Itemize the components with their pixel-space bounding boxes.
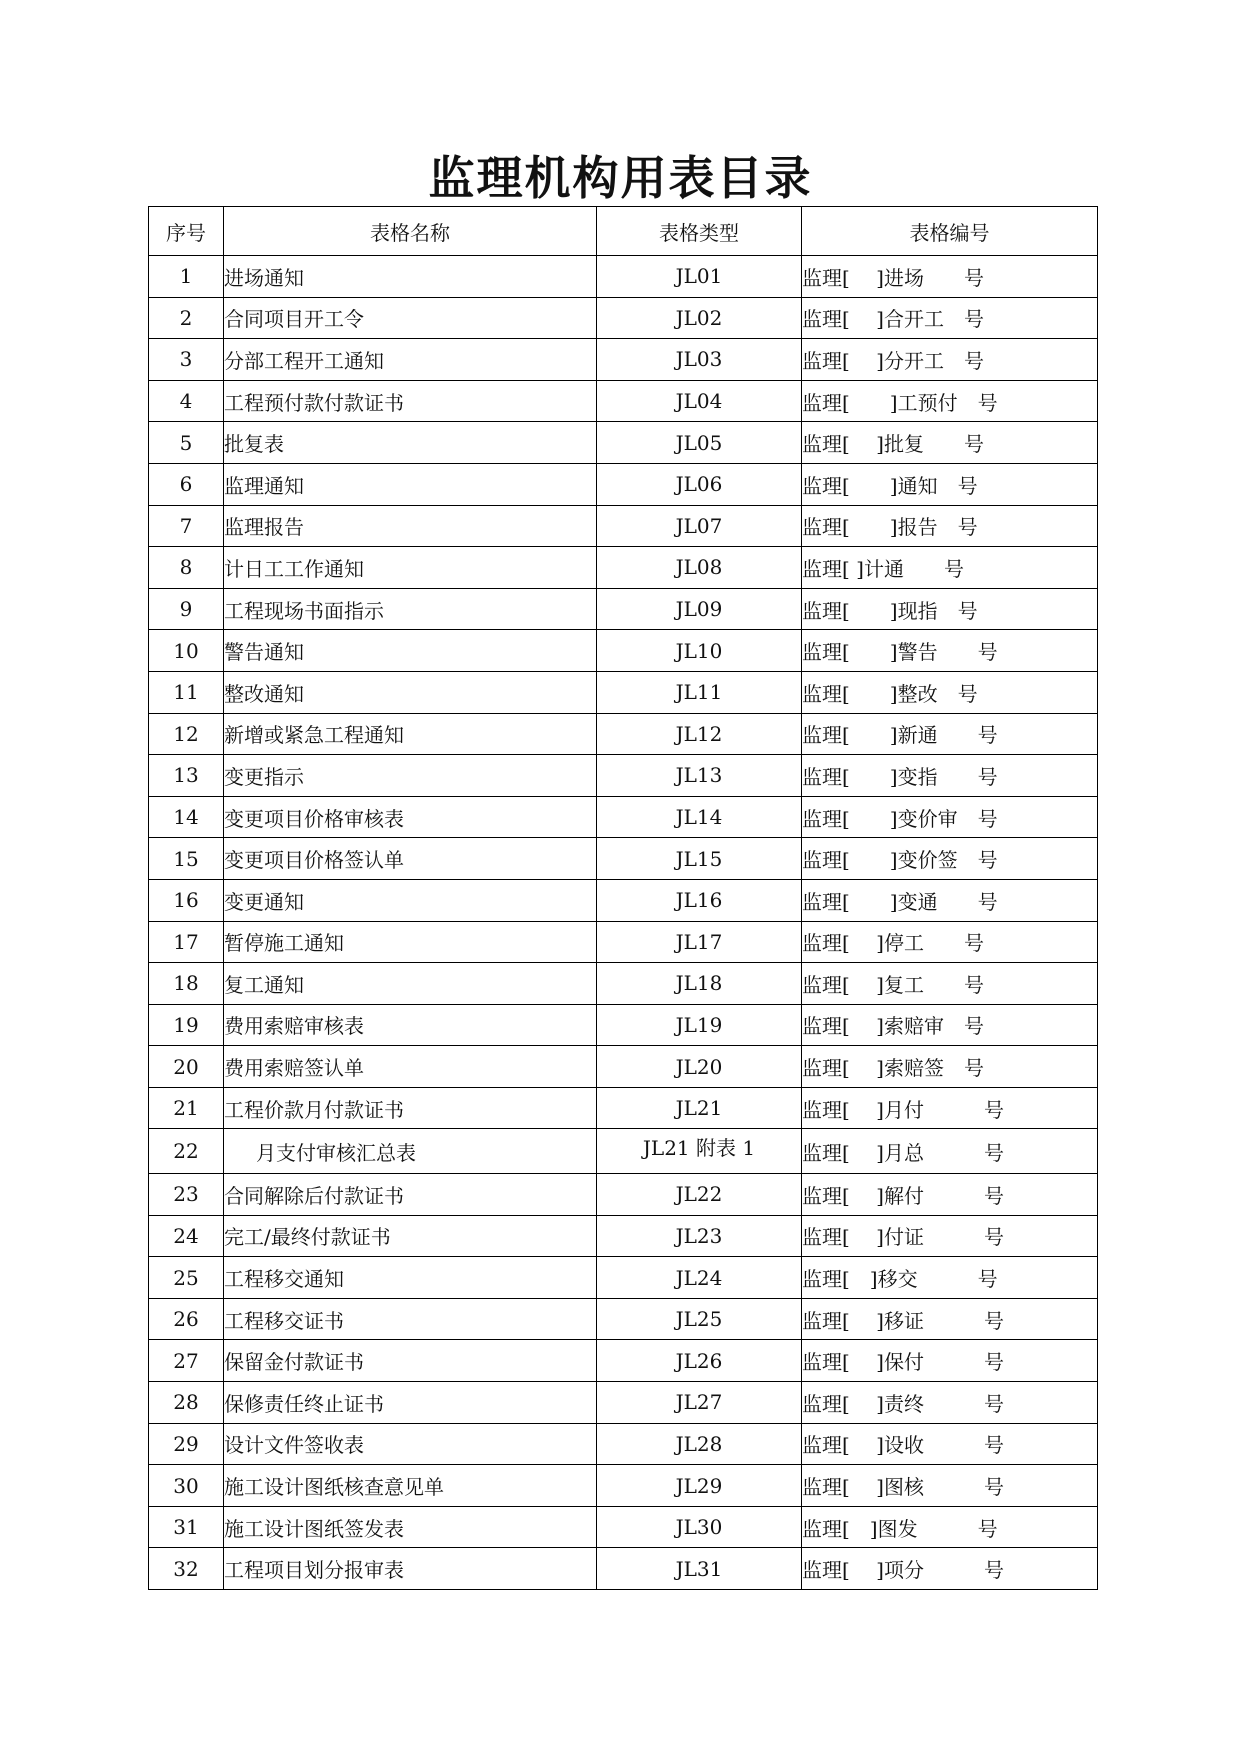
table-row [149,921,1098,963]
row-number: 30 [149,1465,224,1507]
row-number: 7 [149,505,224,547]
form-code: 监理[ ]现指 号 [802,588,1098,630]
form-name: 费用索赔审核表 [224,1004,597,1046]
form-code: 监理[ ]通知 号 [802,463,1098,505]
row-number: 32 [149,1548,224,1590]
form-type: JL30 [597,1506,802,1548]
form-type: JL18 [597,963,802,1005]
row-number: 8 [149,547,224,589]
form-name: 施工设计图纸签发表 [224,1506,597,1548]
row-number: 27 [149,1340,224,1382]
form-type: JL20 [597,1046,802,1088]
table-row [149,1174,1098,1216]
form-code: 监理[ ]变价审 号 [802,796,1098,838]
form-name: 月支付审核汇总表 [224,1129,597,1174]
row-number: 15 [149,838,224,880]
header-no: 序号 [149,207,224,256]
form-type: JL13 [597,755,802,797]
table-row [149,1382,1098,1424]
header-name: 表格名称 [224,207,597,256]
form-name: 保留金付款证书 [224,1340,597,1382]
form-code: 监理[ ]付证 号 [802,1215,1098,1257]
form-type: JL07 [597,505,802,547]
form-type: JL26 [597,1340,802,1382]
form-type: JL03 [597,339,802,381]
row-number: 23 [149,1174,224,1216]
table-header-row [149,207,1098,256]
form-type: JL01 [597,256,802,298]
table-row [149,588,1098,630]
form-name: 分部工程开工通知 [224,339,597,381]
form-code: 监理[ ]月付 号 [802,1087,1098,1129]
form-type: JL14 [597,796,802,838]
row-number: 13 [149,755,224,797]
table-row [149,380,1098,422]
table-row [149,755,1098,797]
form-name: 变更项目价格签认单 [224,838,597,880]
row-number: 28 [149,1382,224,1424]
row-number: 25 [149,1257,224,1299]
table-row [149,1129,1098,1174]
row-number: 9 [149,588,224,630]
form-type: JL24 [597,1257,802,1299]
table-row [149,879,1098,921]
form-name: 暂停施工通知 [224,921,597,963]
form-name: 工程价款月付款证书 [224,1087,597,1129]
form-code: 监理[ ]图核 号 [802,1465,1098,1507]
row-number: 18 [149,963,224,1005]
table-row [149,630,1098,672]
form-code: 监理[ ]复工 号 [802,963,1098,1005]
form-code: 监理[ ]停工 号 [802,921,1098,963]
form-type: JL17 [597,921,802,963]
form-type: JL04 [597,380,802,422]
row-number: 20 [149,1046,224,1088]
row-number: 10 [149,630,224,672]
form-name: 费用索赔签认单 [224,1046,597,1088]
form-code: 监理[ ]合开工 号 [802,297,1098,339]
form-code: 监理[ ]进场 号 [802,256,1098,298]
form-name: 保修责任终止证书 [224,1382,597,1424]
row-number: 16 [149,879,224,921]
form-type: JL16 [597,879,802,921]
form-type: JL31 [597,1548,802,1590]
form-code: 监理[ ]项分 号 [802,1548,1098,1590]
table-row [149,1423,1098,1465]
forms-catalog-table [148,206,1098,1590]
form-name: 批复表 [224,422,597,464]
row-number: 6 [149,463,224,505]
form-name: 设计文件签收表 [224,1423,597,1465]
form-name: 变更指示 [224,755,597,797]
form-name: 工程移交通知 [224,1257,597,1299]
form-type: JL02 [597,297,802,339]
form-type: JL22 [597,1174,802,1216]
row-number: 26 [149,1298,224,1340]
row-number: 31 [149,1506,224,1548]
form-code: 监理[ ]月总 号 [802,1129,1098,1174]
form-name: 复工通知 [224,963,597,1005]
form-code: 监理[ ]解付 号 [802,1174,1098,1216]
form-code: 监理[ ]批复 号 [802,422,1098,464]
page-title: 监理机构用表目录 [428,151,813,205]
form-code: 监理[ ]变指 号 [802,755,1098,797]
table-row [149,297,1098,339]
form-type: JL19 [597,1004,802,1046]
form-code: 监理[ ]责终 号 [802,1382,1098,1424]
table-row [149,1215,1098,1257]
form-type: JL12 [597,713,802,755]
form-code: 监理[ ]分开工 号 [802,339,1098,381]
form-name: 监理通知 [224,463,597,505]
table-row [149,505,1098,547]
form-code: 监理[ ]新通 号 [802,713,1098,755]
row-number: 1 [149,256,224,298]
form-name: 监理报告 [224,505,597,547]
table-row [149,671,1098,713]
form-type: JL21 附表 1 [597,1129,802,1174]
form-name: 变更项目价格审核表 [224,796,597,838]
form-code: 监理[ ]变价签 号 [802,838,1098,880]
form-type: JL21 [597,1087,802,1129]
table-row [149,1087,1098,1129]
form-name: 计日工工作通知 [224,547,597,589]
row-number: 14 [149,796,224,838]
row-number: 29 [149,1423,224,1465]
table-row [149,547,1098,589]
header-type: 表格类型 [597,207,802,256]
form-code: 监理[ ]索赔审 号 [802,1004,1098,1046]
form-name: 合同项目开工令 [224,297,597,339]
table-row [149,1257,1098,1299]
form-name: 工程预付款付款证书 [224,380,597,422]
table-row [149,1046,1098,1088]
form-type: JL11 [597,671,802,713]
form-code: 监理[ ]变通 号 [802,879,1098,921]
row-number: 2 [149,297,224,339]
table-row [149,713,1098,755]
row-number: 11 [149,671,224,713]
form-type: JL06 [597,463,802,505]
form-name: 合同解除后付款证书 [224,1174,597,1216]
row-number: 22 [149,1129,224,1174]
form-name: 整改通知 [224,671,597,713]
table-row [149,1548,1098,1590]
table-row [149,1004,1098,1046]
form-code: 监理[ ]整改 号 [802,671,1098,713]
form-code: 监理[ ]移证 号 [802,1298,1098,1340]
table-row [149,339,1098,381]
form-name: 完工/最终付款证书 [224,1215,597,1257]
form-name: 进场通知 [224,256,597,298]
form-name: 工程移交证书 [224,1298,597,1340]
table-row [149,1340,1098,1382]
form-code: 监理[ ]移交 号 [802,1257,1098,1299]
row-number: 3 [149,339,224,381]
form-name: 警告通知 [224,630,597,672]
form-type: JL08 [597,547,802,589]
table-row [149,1506,1098,1548]
form-code: 监理[ ]计通 号 [802,547,1098,589]
form-type: JL28 [597,1423,802,1465]
form-name: 工程项目划分报审表 [224,1548,597,1590]
form-type: JL29 [597,1465,802,1507]
table-row [149,256,1098,298]
row-number: 4 [149,380,224,422]
form-name: 施工设计图纸核查意见单 [224,1465,597,1507]
form-code: 监理[ ]保付 号 [802,1340,1098,1382]
row-number: 5 [149,422,224,464]
table-row [149,1465,1098,1507]
form-type: JL25 [597,1298,802,1340]
form-code: 监理[ ]设收 号 [802,1423,1098,1465]
table-row [149,463,1098,505]
table-row [149,838,1098,880]
form-type: JL09 [597,588,802,630]
table-row [149,963,1098,1005]
row-number: 21 [149,1087,224,1129]
table-row [149,1298,1098,1340]
row-number: 17 [149,921,224,963]
form-type: JL27 [597,1382,802,1424]
form-type: JL15 [597,838,802,880]
row-number: 12 [149,713,224,755]
form-code: 监理[ ]工预付 号 [802,380,1098,422]
form-code: 监理[ ]索赔签 号 [802,1046,1098,1088]
form-name: 工程现场书面指示 [224,588,597,630]
row-number: 19 [149,1004,224,1046]
form-code: 监理[ ]警告 号 [802,630,1098,672]
form-name: 新增或紧急工程通知 [224,713,597,755]
table-row [149,796,1098,838]
form-code: 监理[ ]报告 号 [802,505,1098,547]
header-code: 表格编号 [802,207,1098,256]
row-number: 24 [149,1215,224,1257]
form-code: 监理[ ]图发 号 [802,1506,1098,1548]
table-row [149,422,1098,464]
form-name: 变更通知 [224,879,597,921]
form-type: JL10 [597,630,802,672]
form-type: JL23 [597,1215,802,1257]
form-type: JL05 [597,422,802,464]
